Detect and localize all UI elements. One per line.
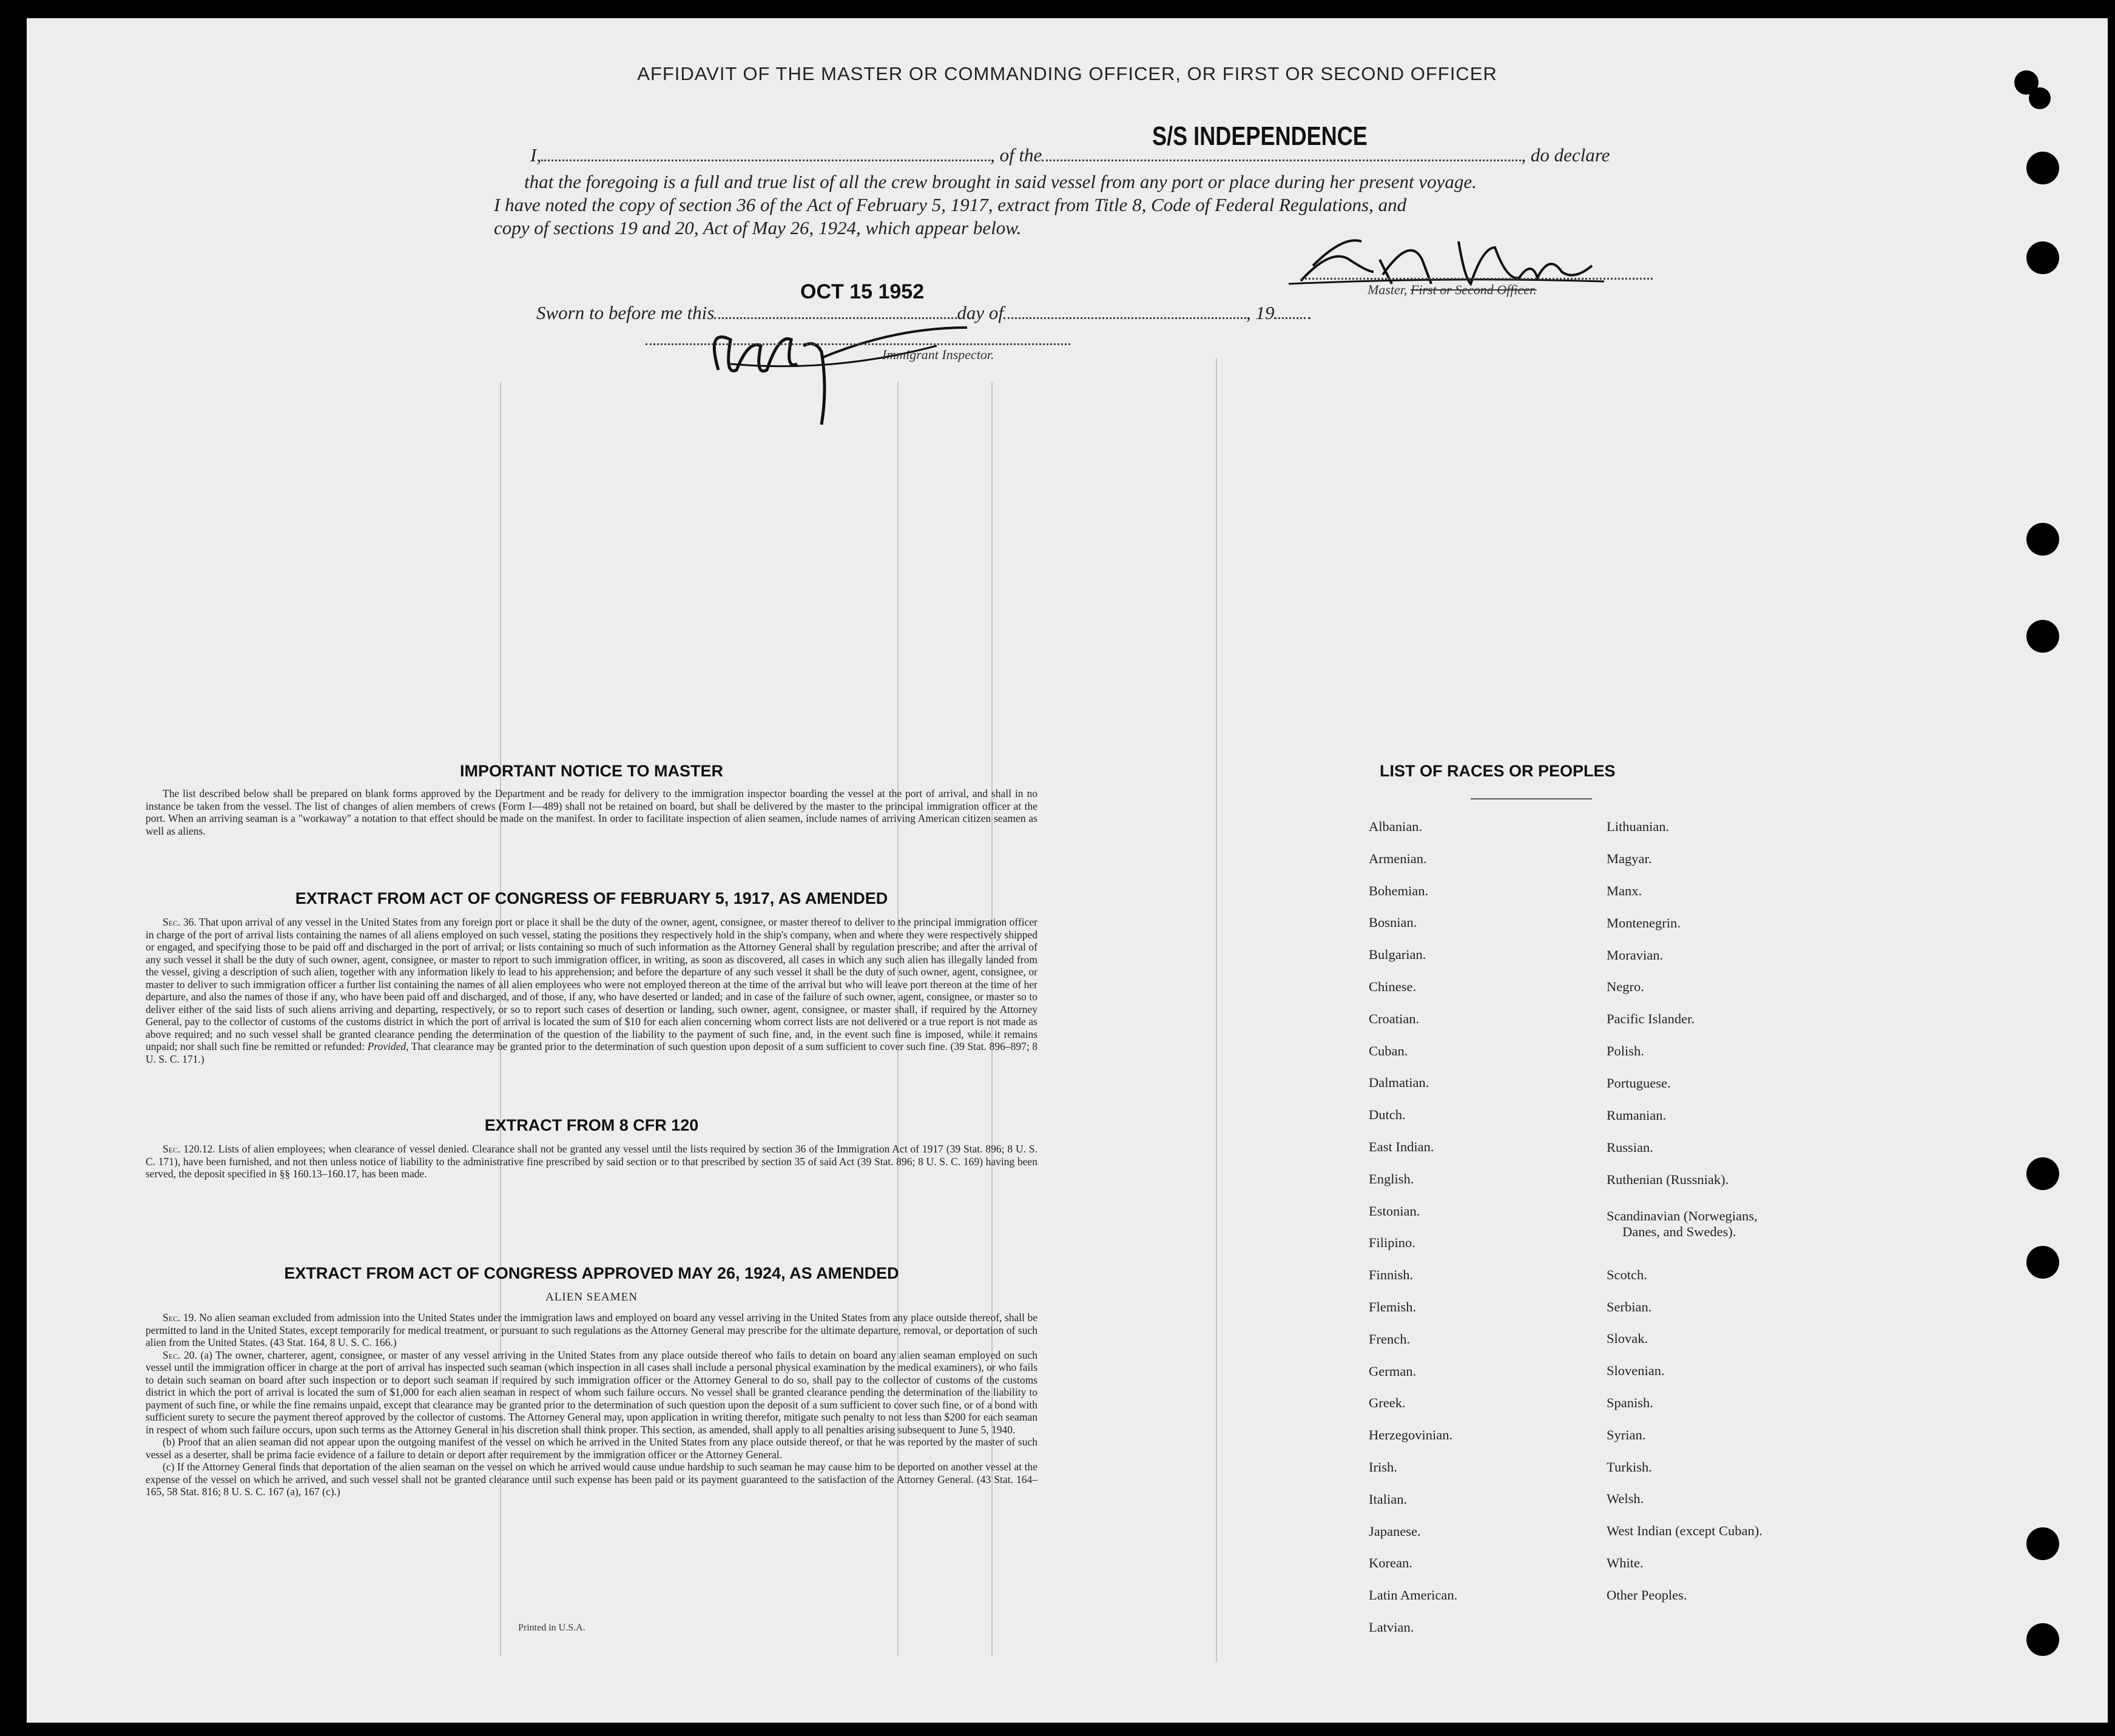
binder-hole <box>2029 87 2051 109</box>
race-item: White. <box>1607 1555 1644 1570</box>
race-item: Welsh. <box>1607 1491 1644 1506</box>
printed-in-usa: Printed in U.S.A. <box>518 1623 585 1633</box>
race-item: Polish. <box>1607 1043 1644 1058</box>
binder-hole <box>2026 620 2059 653</box>
race-item: Latvian. <box>1369 1620 1414 1635</box>
races-title-rule <box>1471 798 1592 799</box>
race-item: Albanian. <box>1369 819 1423 834</box>
race-item: Serbian. <box>1607 1299 1652 1314</box>
race-item: French. <box>1369 1331 1411 1347</box>
section-120-text: Lists of alien employees; when clearance of vessel denied. Clearance shall not be granted any vessel until the lists required by section 36 of the Immigration Act of 1917 (39 Stat. 896; 8 U. S. C. 171), have been furnished, and not then unless notice of liability to the administrative fine prescribed by said section or to that prescribed by section 35 of said Act (39 Stat. 896; 8 U. S. C. 169) having been served, the deposit specified in §§ 160.13–160.17, has been made. <box>146 1143 1037 1180</box>
affidavit-line-2: that the foregoing is a full and true list of all the crew brought in said vessel from any port or place during her present voyage. <box>524 171 1477 192</box>
inspector-signature-line <box>646 343 1070 345</box>
extract-1917-body <box>146 916 1037 1065</box>
extract-1924-heading: EXTRACT FROM ACT OF CONGRESS APPROVED MAY 26, 1924, AS AMENDED <box>284 1264 899 1282</box>
race-item: Bohemian. <box>1369 883 1429 898</box>
race-item: Russian. <box>1607 1140 1653 1155</box>
race-item: Pacific Islander. <box>1607 1011 1695 1026</box>
inspector-caption: Immigrant Inspector. <box>882 347 994 362</box>
inspector-signature <box>682 303 973 437</box>
race-item: Scandinavian (Norwegians, <box>1607 1208 1758 1223</box>
race-item: Estonian. <box>1369 1203 1420 1219</box>
affidavit-line-3: I have noted the copy of section 36 of the Act of February 5, 1917, extract from Title 8, Code of Federal Regulations, and <box>494 194 1407 215</box>
race-item: English. <box>1369 1171 1414 1186</box>
sworn-line: Sworn to before me this day of , 19 <box>536 302 1310 324</box>
race-item: Herzegovinian. <box>1369 1427 1453 1443</box>
race-item: Magyar. <box>1607 851 1652 866</box>
race-item: Irish. <box>1369 1459 1397 1475</box>
alien-seamen-subheading: ALIEN SEAMEN <box>545 1291 638 1304</box>
section-36-text-end: That clearance may be granted prior to the determination of such question upon deposit of a sum sufficient to cover such fine. (39 Stat. 896–897; 8 U. S. C. 171.) <box>146 1040 1037 1065</box>
binder-hole <box>2026 523 2059 556</box>
binder-hole <box>2026 241 2059 274</box>
extract-1924-body <box>146 1311 1037 1498</box>
race-item: Slovak. <box>1607 1331 1648 1346</box>
race-item: German. <box>1369 1363 1417 1379</box>
race-item: Rumanian. <box>1607 1108 1667 1123</box>
race-item: Turkish. <box>1607 1459 1652 1475</box>
extract-cfr-heading: EXTRACT FROM 8 CFR 120 <box>484 1116 699 1134</box>
master-signature-line <box>1301 278 1653 280</box>
binder-hole <box>2026 152 2059 184</box>
affidavit-line-1: I, , of the , do declare <box>530 144 1610 166</box>
race-item: East Indian. <box>1369 1139 1434 1154</box>
race-item: Lithuanian. <box>1607 819 1670 834</box>
notice-body <box>146 787 1037 837</box>
race-item: Syrian. <box>1607 1427 1646 1442</box>
race-item: Italian. <box>1369 1491 1408 1507</box>
race-item: Portuguese. <box>1607 1075 1671 1091</box>
binder-hole <box>2026 1623 2059 1656</box>
affidavit-line-4: copy of sections 19 and 20, Act of May 26, 1924, which appear below. <box>494 217 1022 238</box>
race-item: Cuban. <box>1369 1043 1408 1058</box>
races-title: LIST OF RACES OR PEOPLES <box>1380 762 1616 780</box>
proviso-word: Provided, <box>367 1040 409 1052</box>
race-item: Spanish. <box>1607 1395 1653 1410</box>
race-item: Manx. <box>1607 883 1642 898</box>
race-item: West Indian (except Cuban). <box>1607 1523 1763 1538</box>
race-item: Slovenian. <box>1607 1363 1665 1378</box>
vessel-name-stamp: S/S INDEPENDENCE <box>1152 121 1368 151</box>
race-item: Finnish. <box>1369 1267 1414 1283</box>
race-item: Armenian. <box>1369 850 1427 866</box>
manifest-page <box>27 18 2108 1723</box>
race-item: Chinese. <box>1369 979 1417 994</box>
section-20c-text: (c) If the Attorney General finds that deportation of the alien seaman on the vessel on which he arrived would cause undue hardship to such seaman he may cause him to be deported on another vessel at the expense of the vessel on which he arrived, and such vessel shall not be granted clearance until such expense has been paid or its payment guaranteed to the satisfaction of the Attorney General. (43 Stat. 164–165, 58 Stat. 816; 8 U. S. C. 167 (a), 167 (c).) <box>146 1461 1037 1498</box>
race-item: Korean. <box>1369 1555 1412 1571</box>
race-item: Scotch. <box>1607 1267 1647 1282</box>
race-item: Bulgarian. <box>1369 947 1426 963</box>
notice-paragraph: The list described below shall be prepared on blank forms approved by the Department and be ready for delivery to the immigration inspector boarding the vessel at the port of arrival, and shall in no instance be taken from the vessel. The list of changes of alien members of crews (Form I—489) shall not be retained on board, but shall be delivered by the master to the principal immigration officer at the port. When an arriving seaman is a "workaway" a notation to that effect should be made on the manifest. In order to facilitate inspection of alien seamen, include names of arriving American citizen seamen as well as aliens. <box>146 787 1037 837</box>
section-36-text: That upon arrival of any vessel in the United States from any foreign port or place it shall be the duty of the owner, agent, consignee, or master thereof to deliver to the principal immigration officer in charge of the port of arrival lists containing the names of all aliens employed on such vessel, stating the positions they respectively hold in the ship's company, when and where they were respectively shipped or engaged, and specifying those to be paid off and discharged in the port of arrival; or lists containing so much of such information as the Attorney General shall by regulation prescribe; and after the arrival of any such vessel it shall be the duty of such owner, agent, consignee, or master to report to such immigration officer, in writing, as soon as discovered, all cases in which any such alien has illegally landed from the vessel, giving a description of such alien, together with any information likely to lead to his apprehension; and before the departure of any such vessel it shall be the duty of such owner, agent, consignee, or master to deliver to such immigration officer a further list containing the names of all alien employees who were not employed thereon at the time of the arrival but who will leave port thereon at the time of her departure, and also the names of those if any, who have been paid off and discharged, and of those, if any, who have deserted or landed; and in case of the failure of such owner, agent, consignee, or master so to deliver either of the said lists of such aliens arriving and departing, respectively, or so to report such cases of desertion or landing, such owner, agent, consignee, or master shall, if required by the Attorney General, pay to the collector of customs of the customs district in which the port of arrival is located the sum of $10 for each alien concerning whom correct lists are not delivered or a true report is not made as above required; and no such vessel shall be granted clearance pending the determination of the question of the liability to the payment of such fine, and, in the event such fine is imposed, while it remains unpaid; nor shall such fine be remitted or refunded: <box>146 916 1037 1052</box>
race-item: Montenegrin. <box>1607 915 1681 930</box>
section-20-label: Sec. 20. <box>163 1348 197 1361</box>
race-item: Dalmatian. <box>1369 1075 1429 1091</box>
binder-hole <box>2026 1527 2059 1560</box>
section-120-label: Sec. 120.12. <box>163 1143 215 1155</box>
section-36-label: Sec. 36. <box>163 916 197 928</box>
extract-cfr-body <box>146 1143 1037 1180</box>
section-19-label: Sec. 19. <box>163 1311 197 1324</box>
race-item: Japanese. <box>1369 1523 1421 1539</box>
race-item: Flemish. <box>1369 1299 1417 1314</box>
section-20b-text: (b) Proof that an alien seaman did not appear upon the outgoing manifest of the vessel on which he arrived in the United States from any place outside thereof, or that he was reported by the master of such vessel as a deserter, shall be prima facie evidence of a failure to detain or deport after requirement by the immigration officer or the Attorney General. <box>146 1436 1037 1461</box>
race-item: Other Peoples. <box>1607 1587 1687 1603</box>
race-item: Bosnian. <box>1369 915 1417 930</box>
race-item: Negro. <box>1607 979 1644 994</box>
bleed-rule <box>1216 358 1217 1662</box>
section-19-text: No alien seaman excluded from admission into the United States under the immigration laws and employed on board any vessel arriving in the United States from any place outside thereof, shall be permitted to land in the United States, except temporarily for medical treatment, or pursuant to such regulations as the Attorney General may prescribe for the ultimate departure, removal, or deportation of such alien from the United States. (43 Stat. 164, 8 U. S. C. 166.) <box>146 1311 1038 1348</box>
race-item: Croatian. <box>1369 1011 1420 1026</box>
race-item: Ruthenian (Russniak). <box>1607 1172 1729 1187</box>
race-item: Dutch. <box>1369 1107 1406 1123</box>
binder-hole <box>2026 1157 2059 1190</box>
race-item: Moravian. <box>1607 947 1664 963</box>
extract-1917-heading: EXTRACT FROM ACT OF CONGRESS OF FEBRUARY 5, 1917, AS AMENDED <box>295 889 888 907</box>
master-caption: Master, First or Second Officer. <box>1368 282 1537 297</box>
race-item: Latin American. <box>1369 1587 1458 1603</box>
date-stamp: OCT 15 1952 <box>800 280 925 303</box>
notice-heading: IMPORTANT NOTICE TO MASTER <box>460 762 723 780</box>
race-item: Greek. <box>1369 1395 1406 1411</box>
affidavit-title: AFFIDAVIT OF THE MASTER OR COMMANDING OFFICER, OR FIRST OR SECOND OFFICER <box>637 63 1497 84</box>
race-item: Filipino. <box>1369 1235 1415 1251</box>
section-20a-text: (a) The owner, charterer, agent, consignee, or master of any vessel arriving in the United States from any place outside thereof who fails to detain on board any alien seaman employed on such vessel until the immigration officer in charge at the port of arrival has inspected such seaman (which inspection in all cases shall include a personal physical examination by the medical examiners), or who fails to detain such seaman on board after such inspection or to deport such seaman if required by such immigration officer or the Attorney General to do so, shall pay to the collector of customs of the customs district in which the port of arrival is located the sum of $1,000 for each alien seaman in respect of whom such failure occurs. No vessel shall be granted clearance pending the determination of the liability to payment of such fine, or while the fine remains unpaid, except that clearance may be granted prior to the determination of such question upon the deposit of a sum sufficient to cover such fine, or of a bond with sufficient surety to secure the payment thereof approved by the collector of customs. The Attorney General may, upon application in writing therefor, mitigate such penalty to not less than $200 for each seaman in respect of whom such failure occurs, upon such terms as the Attorney General in his discretion shall think proper. This section, as amended, shall apply to all penalties arising subsequent to June 5, 1940. <box>146 1348 1038 1436</box>
race-item: Danes, and Swedes). <box>1622 1224 1736 1239</box>
binder-hole <box>2026 1246 2059 1279</box>
